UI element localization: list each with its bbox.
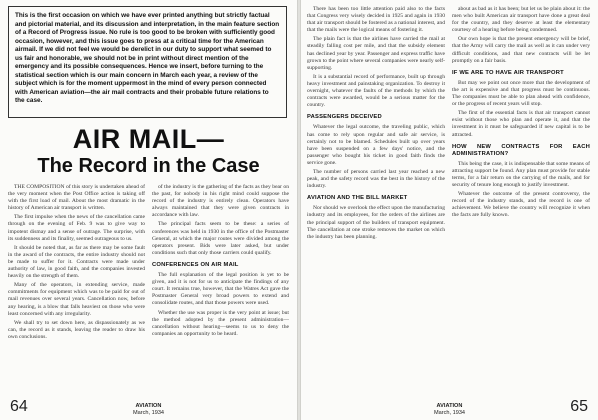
section-heading: AVIATION AND THE BILL MARKET [307, 195, 408, 202]
right-footer-masthead [301, 403, 598, 416]
paragraph: The first impulse when the news of the cancellation came through on the evening of Feb. 9 was to give way to impotent dismay and a sense of outrage. The surprise, with its suddenness and its finality, seemed outrageous to us. [8, 214, 145, 242]
paragraph: This being the case, it is indispensable that some means of attracting support be found. Any plan must provide for stable terms, for a fair return on the carrying of the mails, and for security of tenure long enough to justify investment. [452, 160, 590, 189]
paragraph: It should be noted that, as far as there may be some fault in the award of the contracts, the entire industry should not be made to suffer for it. Contracts were made under authority of law, in good faith, and the companies invested heavily on the strength of them. [8, 244, 145, 280]
paragraph: Whatever the outcome of the present controversy, the record of the industry stands, and the record is one of achievement. We believe the country will recognize it when the facts are fully known. [452, 191, 590, 219]
article-title: AIR MAIL— [72, 124, 225, 154]
article-subtitle: The Record in the Case [37, 155, 260, 177]
paragraph: But may we point out once more that the development of the art is expensive and that progress must be continuous. The companies must be able to plan ahead with confidence, or the progress of recent years will stop. [452, 79, 590, 108]
paragraph: The plain fact is that the airlines have carried the mail at steadily falling cost per mile, and that the subsidy element has declined year by year. Passenger and express traffic have grown to the point where several companies were nearly self-supporting. [307, 36, 445, 71]
paragraph: Whatever the legal outcome, the traveling public, which has come to rely upon regular and safe air service, is certainly not to be blamed. Schedules built up over years have been suspended on a few days' notice, and the passenger who bought his ticket in good faith finds the service gone. [307, 124, 445, 166]
paragraph: about as bad as it has been; but let us be plain about it: the men who built American air transport have done a great deal for the country, and they deserve at least the elementary courtesy of a hearing before being condemned. [452, 6, 590, 34]
paragraph: The principal facts seem to be these: a series of conferences was held in 1930 in the office of the Postmaster General, at which the major routes were divided among the operators present. Bids were later asked, but under conditions such that only those carriers could qualify. [152, 221, 289, 256]
issue-date: March, 1934 [132, 409, 165, 416]
section-heading: CONFERENCES ON AIR MAIL [152, 261, 239, 268]
paragraph: Whether the use was proper is the very point at issue; but the method adopted by the present administration—cancellation without hearing—seems to us to deny the companies an opportunity to be heard. [152, 309, 289, 337]
paragraph: THE COMPOSITION of this story is undertaken ahead of the very moment when the Post Office action is taking off with the first load of mail. About the most dramatic in the history of American air transport is written. [8, 184, 145, 212]
left-column-1 [8, 184, 145, 398]
paragraph: The first of the essential facts is that air transport cannot exist without those who plan and operate it, and that the investment in it must be safeguarded if new capital is to be attracted. [452, 110, 590, 138]
paragraph: Our own hope is that the present emergency will be brief, that the Army will carry the mail as well as it can under very difficult conditions, and that new contracts will be let promptly on a fair basis. [452, 36, 590, 64]
right-column-2 [452, 6, 590, 398]
paragraph: Nor should we overlook the effect upon the manufacturing industry and its employees, for the orders of the airlines are the principal support of the builders of transport equipment. The cancellation at one stroke removes the market on which the industry has been planning. [307, 205, 445, 240]
paragraph: of the industry is the gathering of the facts as they bear on the past, for nobody in his right mind could suppose the record of the industry is entirely clean. Operators have always maintained that they were given contracts in accordance with law. [152, 184, 289, 219]
section-heading: PASSENGERS DECEIVED [307, 114, 382, 121]
section-heading: HOW NEW CONTRACTS FOR EACH ADMINISTRATION? [452, 143, 590, 157]
paragraph: There has been too little attention paid also to the facts that Congress very wisely decided in 1925 and again in 1930 that air transport should be fostered as a national interest, and that the mails were the logical means of fostering it. [307, 6, 445, 34]
paragraph: The number of persons carried last year reached a new peak, and the safety record was the best in the history of the industry. [307, 168, 445, 190]
left-footer-masthead [0, 403, 297, 416]
left-page-number: 64 [10, 398, 28, 415]
issue-date: March, 1934 [433, 409, 466, 416]
paragraph: The full explanation of the legal position is yet to be given, and it is not for us to anticipate the findings of any court. It remains true, however, that the Watres Act gave the Postmaster General very broad powers to extend and consolidate routes, and that those powers were used. [152, 272, 289, 307]
paragraph: It is a substantial record of performance, built up through heavy investment and painstaking organization. To destroy it overnight, whatever the faults of the methods by which the contracts were awarded, would be a serious matter for the country. [307, 73, 445, 109]
section-heading: IF WE ARE TO HAVE AIR TRANSPORT [452, 69, 564, 76]
paragraph: We shall try to set down here, as dispassionately as we can, the record as it stands, leaving the reader to draw his own conclusions. [8, 319, 145, 340]
left-page-columns [8, 184, 289, 398]
left-page [0, 0, 297, 420]
editorial-intro-box [8, 6, 287, 118]
right-column-1 [307, 6, 445, 398]
article-title-block [0, 124, 297, 178]
right-page-number: 65 [570, 398, 588, 415]
right-page [301, 0, 598, 420]
right-page-columns [307, 6, 590, 398]
editorial-intro-text: This is the first occasion on which we have ever printed anything but strictly factual and pictorial material, and its discussion and interpretation, in the main feature section of a Record of Progress issue. No rule is too good to be broken with sufficiently good occasion, however, and this issue goes to press at a critical time for the American airmail. If we did not feel we would be derelict in our duty to support what seemed to us fair and honorable, we should not be in print without direct mention of the emergency and its possible consequences. Hence we insert, before turning to the statistical section which is our main concern in March each year, a review of the subject which is for the moment uppermost in the mind of every person connected with American aviation—the air mail contracts and their probable future relations to the case. [15, 12, 280, 104]
magazine-name: AVIATION [436, 403, 463, 409]
left-column-2 [152, 184, 289, 398]
paragraph: Many of the operators, in extending service, made commitments for equipment which was to be paid for out of mail revenues over several years. Cancellation now, before any hearing, is a blow that falls heaviest on those who were least concerned with any irregularity. [8, 282, 145, 317]
magazine-name: AVIATION [135, 403, 162, 409]
